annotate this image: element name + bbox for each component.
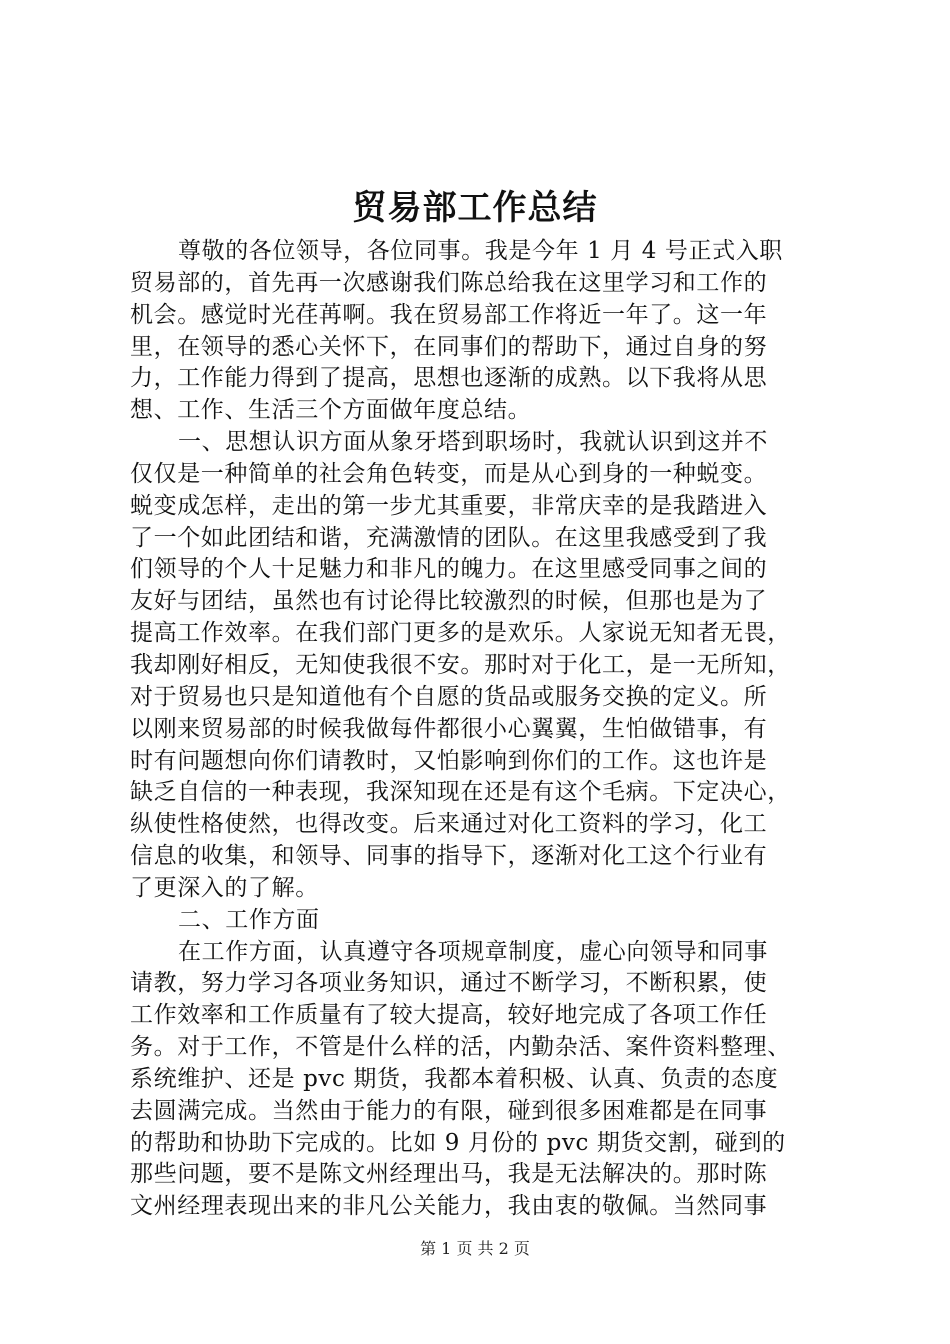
document-body (130, 236, 830, 1223)
paragraph-line: 了一个如此团结和谐，充满激情的团队。在这里我感受到了我 (130, 524, 768, 551)
paragraph-line: 在工作方面，认真遵守各项规章制度，虚心向领导和同事 (178, 938, 768, 965)
paragraph-line: 去圆满完成。当然由于能力的有限，碰到很多困难都是在同事 (130, 1097, 768, 1124)
paragraph-line: 请教，努力学习各项业务知识，通过不断学习，不断积累，使 (130, 970, 768, 997)
paragraph-line: 机会。感觉时光荏苒啊。我在贸易部工作将近一年了。这一年 (130, 301, 768, 328)
paragraph-line: 了更深入的了解。 (130, 874, 319, 901)
paragraph-line: 我却刚好相反，无知使我很不安。那时对于化工，是一无所知， (130, 651, 791, 678)
paragraph-line: 缺乏自信的一种表现，我深知现在还是有这个毛病。下定决心， (130, 779, 791, 806)
paragraph-line: 纵使性格使然，也得改变。后来通过对化工资料的学习，化工 (130, 811, 768, 838)
section-heading: 二、工作方面 (178, 906, 320, 933)
document-title: 贸易部工作总结 (352, 188, 598, 228)
paragraph-line: 里，在领导的悉心关怀下，在同事们的帮助下，通过自身的努 (130, 333, 768, 360)
paragraph-line: 一、思想认识方面从象牙塔到职场时，我就认识到这并不 (178, 429, 768, 456)
page-footer: 第 1 页 共 2 页 (420, 1239, 530, 1258)
paragraph-line: 尊敬的各位领导，各位同事。我是今年 1 月 4 号正式入职 (178, 238, 783, 264)
paragraph-line: 的帮助和协助下完成的。比如 9 月份的 pvc 期货交割，碰到的 (130, 1129, 786, 1156)
paragraph-line: 蜕变成怎样，走出的第一步尤其重要，非常庆幸的是我踏进入 (130, 492, 768, 519)
paragraph-line: 工作效率和工作质量有了较大提高，较好地完成了各项工作任 (130, 1002, 768, 1029)
paragraph-line: 系统维护、还是 pvc 期货，我都本着积极、认真、负责的态度 (130, 1065, 779, 1092)
paragraph-line: 以刚来贸易部的时候我做每件都很小心翼翼，生怕做错事，有 (130, 715, 768, 742)
paragraph-line: 贸易部的，首先再一次感谢我们陈总给我在这里学习和工作的 (130, 269, 768, 296)
paragraph-line: 友好与团结，虽然也有讨论得比较激烈的时候，但那也是为了 (130, 588, 768, 615)
paragraph-line: 务。对于工作，不管是什么样的活，内勤杂活、案件资料整理、 (130, 1034, 791, 1061)
paragraph-line: 想、工作、生活三个方面做年度总结。 (130, 397, 532, 424)
paragraph-line: 仅仅是一种简单的社会角色转变，而是从心到身的一种蜕变。 (130, 460, 768, 487)
paragraph-line: 文州经理表现出来的非凡公关能力，我由衷的敬佩。当然同事 (130, 1193, 768, 1220)
paragraph-line: 时有问题想向你们请教时，又怕影响到你们的工作。这也许是 (130, 747, 768, 774)
paragraph-line: 们领导的个人十足魅力和非凡的魄力。在这里感受同事之间的 (130, 556, 768, 583)
paragraph-line: 力，工作能力得到了提高，思想也逐渐的成熟。以下我将从思 (130, 365, 768, 392)
paragraph-line: 对于贸易也只是知道他有个自愿的货品或服务交换的定义。所 (130, 683, 768, 710)
paragraph-line: 那些问题，要不是陈文州经理出马，我是无法解决的。那时陈 (130, 1161, 768, 1188)
paragraph-line: 提高工作效率。在我们部门更多的是欢乐。人家说无知者无畏， (130, 620, 791, 647)
paragraph-line: 信息的收集，和领导、同事的指导下，逐渐对化工这个行业有 (130, 843, 768, 870)
